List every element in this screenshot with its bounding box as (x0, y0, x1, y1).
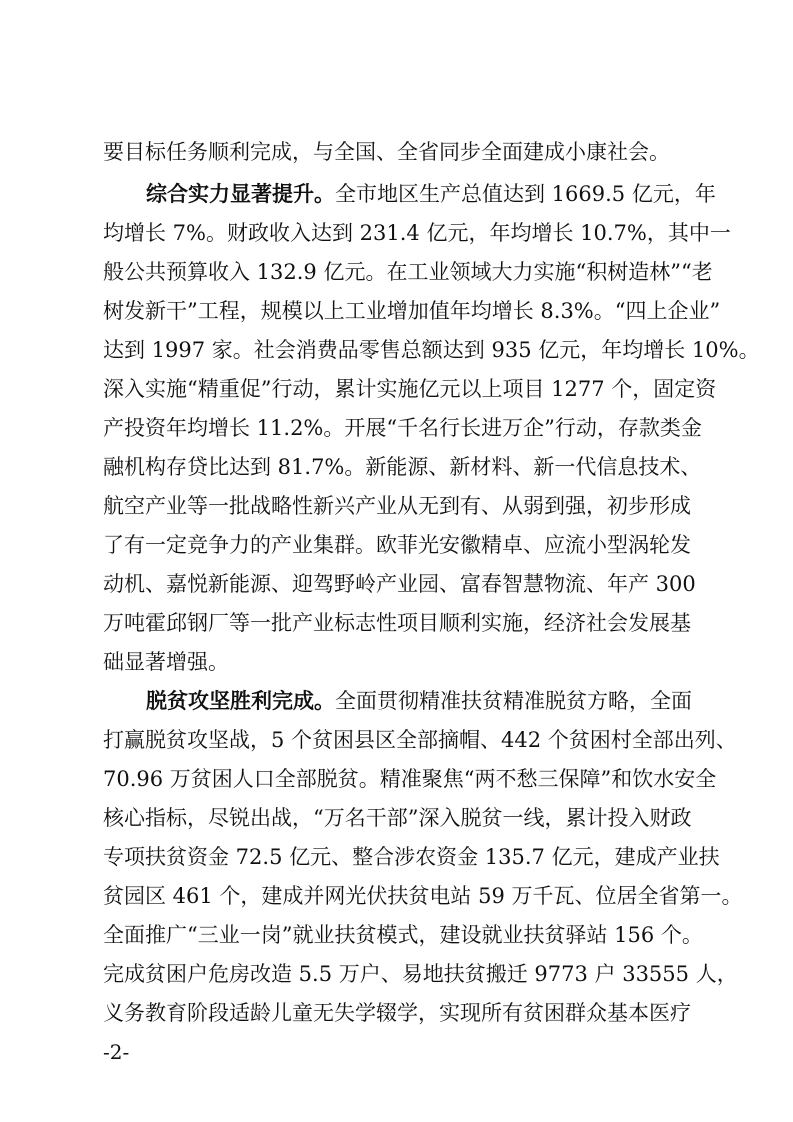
paragraph-first-line (146, 181, 716, 207)
text-line: 全市地区生产总值达到 1669.5 亿元，年 (335, 182, 716, 206)
text-line: 全面推广“三业一岗”就业扶贫模式，建设就业扶贫驿站 156 个。 (103, 923, 703, 947)
text-line: 万吨霍邱钢厂等一批产业标志性项目顺利实施，经济社会发展基 (103, 611, 691, 635)
section-heading: 脱贫攻坚胜利完成。 (146, 689, 335, 713)
text-line: 树发新干”工程，规模以上工业增加值年均增长 8.3%。“四上企业” (103, 299, 721, 323)
text-line: 70.96 万贫困人口全部脱贫。精准聚焦“两不愁三保障”和饮水安全 (103, 767, 717, 791)
text-line: 专项扶贫资金 72.5 亿元、整合涉农资金 135.7 亿元，建成产业扶 (103, 845, 720, 869)
section-heading: 综合实力显著提升。 (146, 182, 335, 206)
text-line: 深入实施“精重促”行动，累计实施亿元以上项目 1277 个，固定资 (103, 377, 717, 401)
text-line: 贫园区 461 个，建成并网光伏扶贫电站 59 万千瓦、位居全省第一。 (103, 884, 743, 908)
paragraph-first-line (146, 688, 693, 714)
text-line: 产投资年均增长 11.2%。开展“千名行长进万企”行动，存款类金 (103, 416, 702, 440)
text-line: 全面贯彻精准扶贫精准脱贫方略，全面 (335, 689, 692, 713)
text-line: 般公共预算收入 132.9 亿元。在工业领域大力实施“积树造林”“老 (103, 260, 713, 284)
text-line: 础显著增强。 (103, 650, 229, 674)
text-line: 均增长 7%。财政收入达到 231.4 亿元，年均增长 10.7%，其中一 (103, 221, 731, 245)
text-line: 航空产业等一批战略性新兴产业从无到有、从弱到强，初步形成 (103, 494, 691, 518)
text-line: 义务教育阶段适龄儿童无失学辍学，实现所有贫困群众基本医疗 (103, 1001, 691, 1025)
text-line: 核心指标，尽锐出战，“万名干部”深入脱贫一线，累计投入财政 (103, 806, 692, 830)
text-line: 动机、嘉悦新能源、迎驾野岭产业园、富春智慧物流、年产 300 (103, 572, 696, 596)
text-line: 打赢脱贫攻坚战，5 个贫困县区全部摘帽、442 个贫困村全部出列、 (103, 728, 737, 752)
text-line: 融机构存贷比达到 81.7%。新能源、新材料、新一代信息技术、 (103, 455, 702, 479)
text-line: 完成贫困户危房改造 5.5 万户、易地扶贫搬迁 9773 户 33555 人， (103, 962, 738, 986)
text-line: 了有一定竞争力的产业集群。欧菲光安徽精卓、应流小型涡轮发 (103, 533, 691, 557)
page-number: -2- (103, 1040, 130, 1064)
text-line: 要目标任务顺利完成，与全国、全省同步全面建成小康社会。 (103, 140, 670, 164)
text-line: 达到 1997 家。社会消费品零售总额达到 935 亿元，年均增长 10%。 (103, 338, 760, 362)
